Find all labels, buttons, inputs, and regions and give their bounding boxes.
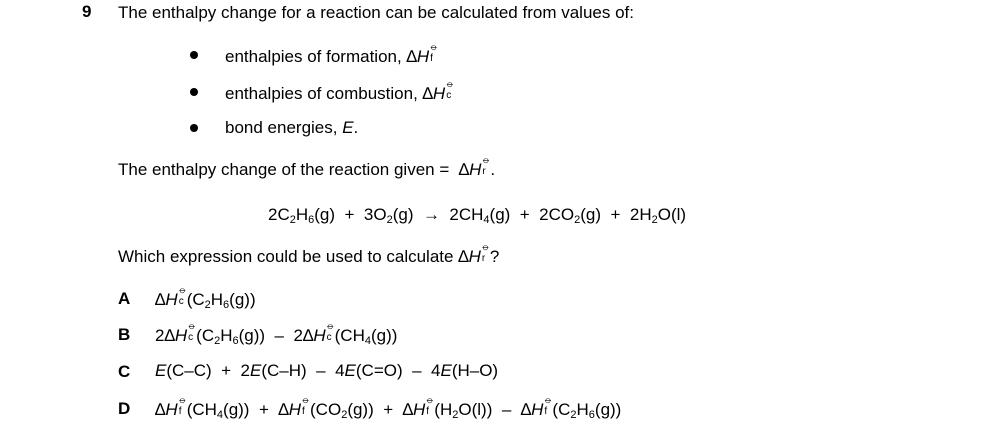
reaction-equation: $2C_2H_6(g) + 3O_2(g) \to 2CH_4(g) + 2CO_2(g) + 2H_2O(l)$ (268, 205, 687, 226)
bullet-bond-energies: bond energies, E. (225, 118, 359, 137)
option-a-letter[interactable]: A (118, 289, 131, 308)
bullet-dot (190, 51, 198, 59)
option-b-text[interactable]: 2∆H ⦵ c $(C_2H_6(g)) - 2\Delta H$ ⦵ c $(CH_4(g))$ (155, 320, 398, 347)
bullet-dot (190, 124, 198, 132)
option-c-text[interactable]: E(C–C) + 2E(C–H) – 4E(C=O) – 4E(H–O) (155, 361, 499, 380)
bullet-dot (190, 88, 198, 96)
question-prompt: Which expression could be used to calculate ∆H ⦵ r ? (118, 241, 500, 266)
bullet-combustion: enthalpies of combustion, ∆H ⦵ c (225, 78, 455, 103)
given-statement: The enthalpy change of the reaction given = ∆H ⦵ r . (118, 154, 496, 179)
question-intro: The enthalpy change for a reaction can be calculated from values of: (118, 3, 634, 22)
question-number: 9 (82, 2, 92, 21)
option-c-letter[interactable]: C (118, 362, 131, 381)
option-a-text[interactable]: ∆H ⦵ c $(C_2H_6(g))$ (155, 284, 256, 311)
option-b-letter[interactable]: B (118, 325, 131, 344)
bullet-formation: enthalpies of formation, ∆H ⦵ f (225, 41, 439, 66)
reaction-arrow: → (422, 205, 440, 224)
option-d-text[interactable]: ∆H ⦵ f $(CH_4(g)) + \Delta H$ ⦵ f $(CO_2(g)) + \Delta H$ ⦵ f $(H_2O(l)) - \Delta H$ ⦵ f $(C_2H_6(g))$ (155, 394, 622, 421)
option-d-letter[interactable]: D (118, 399, 131, 418)
